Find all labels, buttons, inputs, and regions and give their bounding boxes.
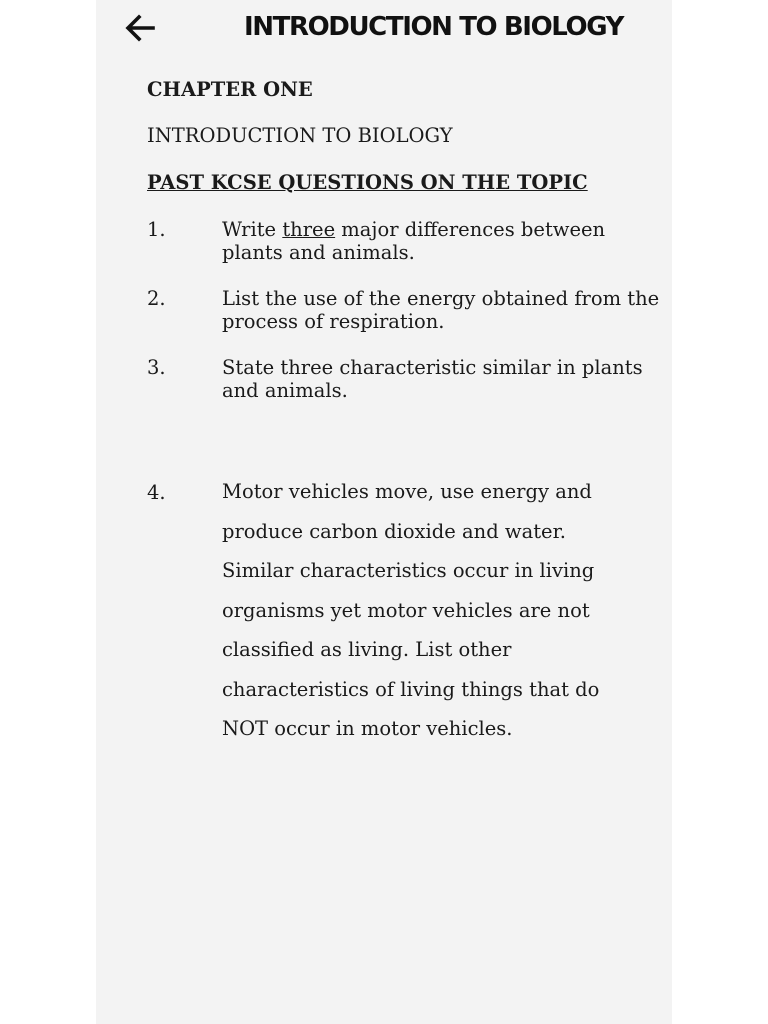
document-screen — [96, 0, 672, 1024]
question-number: 4. — [147, 481, 166, 504]
question-number: 1. — [147, 218, 166, 241]
question-number: 3. — [147, 356, 166, 379]
question-text-part: Write — [222, 218, 283, 241]
question-emphasis: three — [282, 218, 336, 241]
app-bar — [96, 0, 672, 62]
section-heading: PAST KCSE QUESTIONS ON THE TOPIC — [147, 171, 588, 194]
question-text — [222, 218, 670, 264]
question-number: 2. — [147, 287, 166, 310]
app-title: INTRODUCTION TO BIOLOGY — [244, 12, 624, 42]
question-text: Motor vehicles move, use energy and produce carbon dioxide and water. Similar characteristics occur in living organisms yet motor vehicles are not classified as living. List other characteristics of living things that do NOT occur in motor vehicles. — [222, 480, 600, 740]
question-text-part: major differences between plants and animals. — [222, 218, 606, 264]
question-text: State three characteristic similar in plants and animals. — [222, 356, 643, 402]
back-button[interactable] — [120, 8, 160, 48]
arrow-left-icon — [124, 12, 156, 44]
question-text: List the use of the energy obtained from the process of respiration. — [222, 287, 660, 333]
chapter-label: CHAPTER ONE — [147, 78, 313, 101]
chapter-title: INTRODUCTION TO BIOLOGY — [147, 124, 453, 147]
